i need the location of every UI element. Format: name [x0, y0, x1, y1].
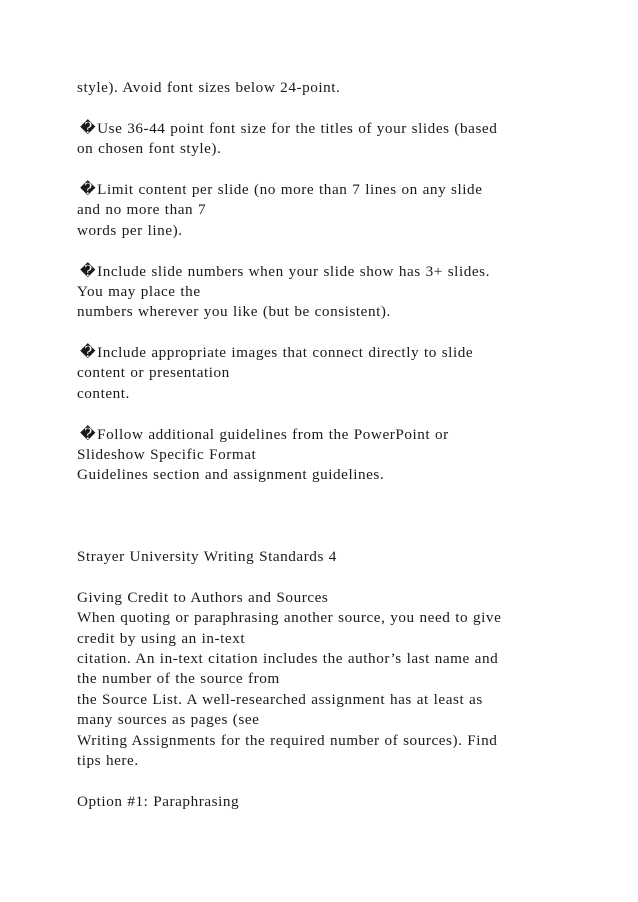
- replacement-char-bullet-icon: �: [80, 344, 97, 362]
- text-line: style). Avoid font sizes below 24-point.: [77, 79, 341, 96]
- text-line: content.: [77, 384, 130, 402]
- text-line: the number of the source from: [77, 670, 280, 688]
- text-line: citation. An in-text citation includes the author’s last name and: [77, 649, 499, 667]
- blank-line: [77, 567, 597, 587]
- blank-line: [77, 527, 597, 547]
- text-line: tips here.: [77, 751, 139, 769]
- bullet-text: Include appropriate images that connect directly to slide: [97, 344, 474, 362]
- blank-line: [77, 771, 597, 791]
- text-line: the Source List. A well-researched assignment has at least as: [77, 690, 483, 708]
- text-line: Giving Credit to Authors and Sources: [77, 588, 329, 606]
- text-line: Writing Assignments for the required number of sources). Find: [77, 731, 498, 749]
- blank-line: [77, 506, 597, 526]
- bullet-text: Limit content per slide (no more than 7 lines on any slide: [97, 180, 483, 198]
- blank-line: [77, 98, 597, 118]
- blank-line: [77, 241, 597, 261]
- bullet-line: [77, 119, 597, 139]
- text-line: and no more than 7: [77, 201, 207, 219]
- text-line: on chosen font style).: [77, 140, 222, 158]
- bullet-text: Use 36-44 point font size for the titles of your slides (based: [97, 119, 498, 137]
- text-line: You may place the: [77, 282, 201, 300]
- replacement-char-bullet-icon: �: [80, 262, 97, 280]
- bullet-text: Include slide numbers when your slide show has 3+ slides.: [97, 262, 490, 280]
- bullet-line: [77, 262, 597, 282]
- document-text: [77, 78, 597, 812]
- text-line: Strayer University Writing Standards 4: [77, 547, 337, 565]
- bullet-text: Follow additional guidelines from the PowerPoint or: [97, 425, 449, 443]
- bullet-line: [77, 180, 597, 200]
- text-line: Slideshow Specific Format: [77, 446, 257, 464]
- blank-line: [77, 404, 597, 424]
- text-line: content or presentation: [77, 364, 230, 382]
- blank-line: [77, 486, 597, 506]
- replacement-char-bullet-icon: �: [80, 180, 97, 198]
- bullet-line: [77, 425, 597, 445]
- replacement-char-bullet-icon: �: [80, 119, 97, 137]
- text-line: numbers wherever you like (but be consistent).: [77, 303, 391, 321]
- blank-line: [77, 160, 597, 180]
- bullet-line: [77, 343, 597, 363]
- replacement-char-bullet-icon: �: [80, 425, 97, 443]
- text-line: words per line).: [77, 221, 183, 239]
- text-line: credit by using an in-text: [77, 629, 246, 647]
- blank-line: [77, 323, 597, 343]
- text-line: Option #1: Paraphrasing: [77, 792, 240, 810]
- text-line: When quoting or paraphrasing another source, you need to give: [77, 609, 502, 627]
- text-line: Guidelines section and assignment guidelines.: [77, 466, 385, 484]
- text-line: many sources as pages (see: [77, 711, 260, 729]
